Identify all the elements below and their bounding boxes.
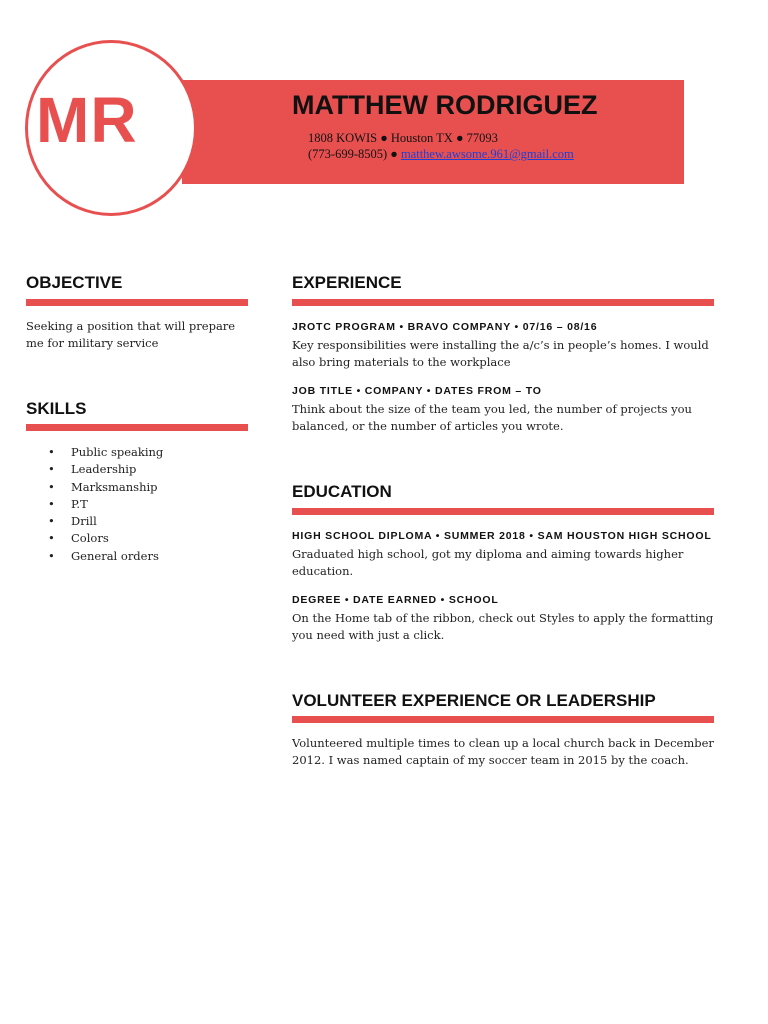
candidate-name: MATTHEW RODRIGUEZ (292, 90, 598, 120)
skills-heading: SKILLS (26, 399, 87, 418)
experience-divider (292, 299, 714, 306)
description-line: Key responsibilities were installing the a/c’s in people’s homes. I would (292, 338, 709, 352)
skill-label: Leadership (71, 462, 137, 477)
skills-divider (26, 424, 248, 431)
description-line: Graduated high school, got my diploma and aiming towards higher (292, 547, 684, 561)
skill-label: Public speaking (71, 445, 164, 459)
description-line: you need with just a click. (292, 627, 445, 642)
bullet-icon: • (48, 445, 55, 459)
education-entry-title: DEGREE • DATE EARNED • SCHOOL (292, 594, 499, 606)
address-line: 1808 KOWIS ● Houston TX ● 77093 (308, 131, 498, 145)
description-line: Volunteered multiple times to clean up a local church back in December (292, 736, 714, 750)
bullet-icon: • (48, 462, 55, 477)
experience-heading: EXPERIENCE (292, 273, 402, 292)
experience-entry-description (292, 337, 709, 370)
bullet-icon: • (48, 531, 55, 546)
education-entry-title: HIGH SCHOOL DIPLOMA • SUMMER 2018 • SAM HOUSTON HIGH SCHOOL (292, 530, 712, 542)
description-line: On the Home tab of the ribbon, check out Styles to apply the formatting (292, 611, 714, 625)
objective-heading: OBJECTIVE (26, 273, 123, 292)
objective-line: Seeking a position that will prepare (26, 319, 236, 333)
bullet-icon: • (48, 479, 55, 494)
phone-number: (773-699-8505) ● (308, 147, 401, 161)
education-entry-description (292, 610, 713, 643)
skill-item (48, 496, 163, 513)
bullet-icon: • (48, 548, 55, 563)
objective-divider (26, 299, 248, 306)
description-line: balanced, or the number of articles you wrote. (292, 418, 564, 433)
objective-line: me for military service (26, 335, 159, 350)
skill-label: Marksmanship (71, 479, 158, 494)
skill-label: Colors (71, 531, 109, 546)
skills-list (48, 444, 163, 565)
contact-line (308, 148, 574, 161)
volunteer-description (292, 735, 714, 768)
skill-label: General orders (71, 548, 159, 563)
experience-entry-title: JOB TITLE • COMPANY • DATES FROM – TO (292, 385, 542, 397)
skill-item (48, 548, 163, 565)
skill-item (48, 444, 163, 461)
bullet-icon: • (48, 514, 55, 529)
skill-label: Drill (71, 514, 97, 529)
education-entry-description (292, 546, 683, 579)
volunteer-divider (292, 716, 714, 723)
skill-item (48, 461, 163, 478)
description-line: education. (292, 563, 354, 578)
skill-item (48, 513, 163, 530)
education-heading: EDUCATION (292, 482, 392, 501)
skill-item (48, 530, 163, 547)
skill-item (48, 479, 163, 496)
description-line: also bring materials to the workplace (292, 354, 511, 369)
volunteer-heading: VOLUNTEER EXPERIENCE OR LEADERSHIP (292, 691, 656, 710)
bullet-icon: • (48, 496, 55, 511)
skill-label: P.T (71, 496, 88, 511)
description-line: 2012. I was named captain of my soccer team in 2015 by the coach. (292, 752, 689, 767)
monogram: MR (36, 84, 138, 156)
experience-entry-description (292, 401, 692, 434)
objective-text (26, 318, 235, 351)
experience-entry-title: JROTC PROGRAM • BRAVO COMPANY • 07/16 – 08/16 (292, 321, 598, 333)
education-divider (292, 508, 714, 515)
description-line: Think about the size of the team you led, the number of projects you (292, 402, 692, 416)
email-link[interactable]: matthew.awsome.961@gmail.com (400, 147, 574, 161)
